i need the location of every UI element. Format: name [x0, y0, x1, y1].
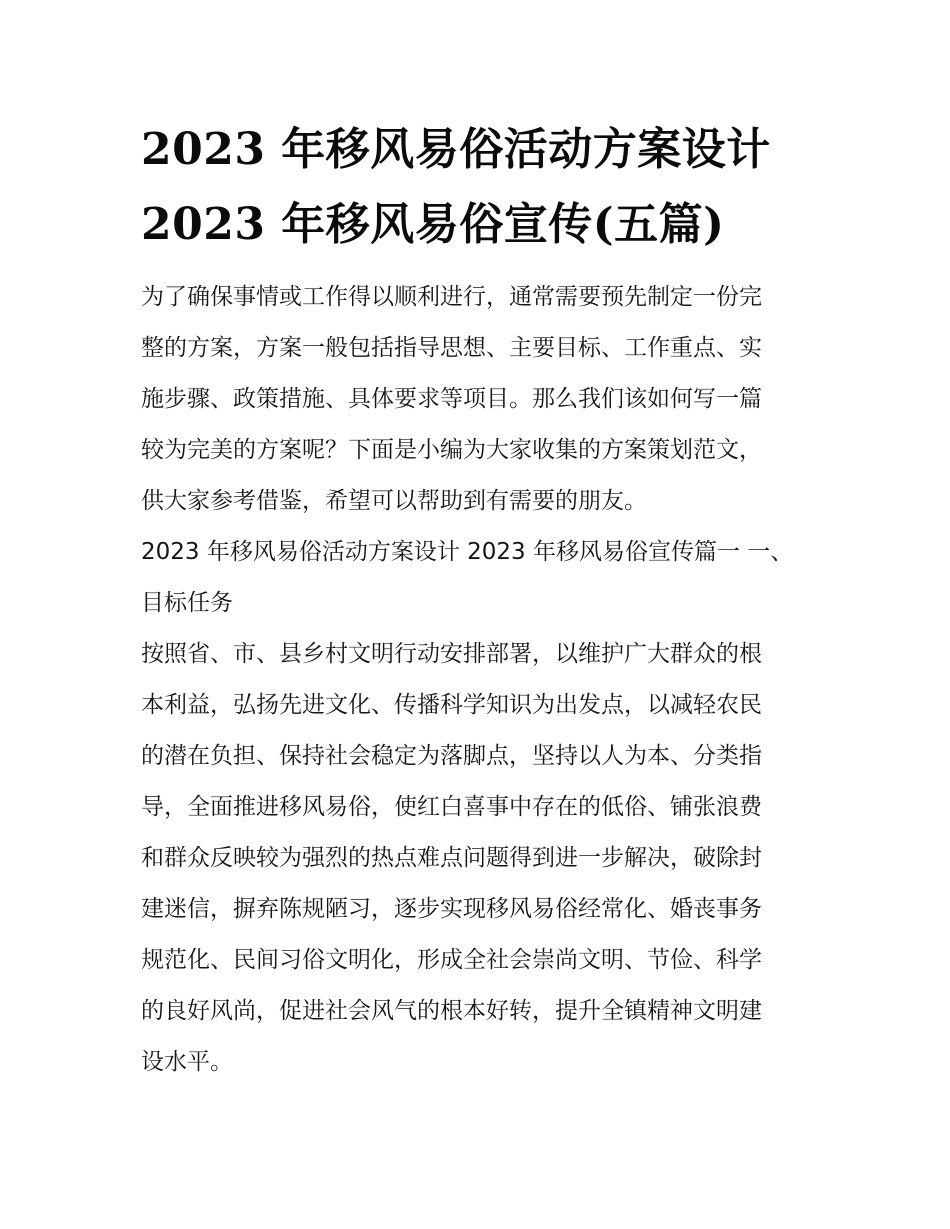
text-line: 的潜在负担、保持社会稳定为落脚点，坚持以人为本、分类指 [141, 743, 762, 769]
text-line: 为了确保事情或工作得以顺利进行，通常需要预先制定一份完 [141, 284, 762, 310]
text-line: 2023 年移风易俗活动方案设计 2023 年移风易俗宣传篇一 一、 [141, 539, 794, 565]
intro-paragraph [141, 272, 820, 527]
text-line: 设水平。 [141, 1049, 233, 1075]
text-line: 和群众反映较为强烈的热点难点问题得到进一步解决，破除封 [141, 845, 762, 871]
text-line: 的良好风尚，促进社会风气的根本好转，提升全镇精神文明建 [141, 998, 762, 1024]
document-body [141, 272, 820, 1088]
text-line: 整的方案，方案一般包括指导思想、主要目标、工作重点、实 [141, 335, 762, 361]
title-line-2: 2023 年移风易俗宣传(五篇) [141, 199, 725, 250]
text-line: 施步骤、政策措施、具体要求等项目。那么我们该如何写一篇 [141, 386, 762, 412]
text-line: 本利益，弘扬先进文化、传播科学知识为出发点，以减轻农民 [141, 692, 762, 718]
text-line: 按照省、市、县乡村文明行动安排部署，以维护广大群众的根 [141, 641, 762, 667]
title-line-1: 2023 年移风易俗活动方案设计 [141, 124, 771, 175]
text-line: 供大家参考借鉴，希望可以帮助到有需要的朋友。 [141, 488, 647, 514]
text-line: 建迷信，摒弃陈规陋习，逐步实现移风易俗经常化、婚丧事务 [141, 896, 762, 922]
text-line: 规范化、民间习俗文明化，形成全社会崇尚文明、节俭、科学 [141, 947, 762, 973]
document-title [141, 112, 820, 262]
section-heading-paragraph [141, 527, 820, 629]
text-line: 较为完美的方案呢？下面是小编为大家收集的方案策划范文， [141, 437, 762, 463]
text-line: 目标任务 [141, 590, 233, 616]
goals-paragraph [141, 629, 820, 1088]
text-line: 导，全面推进移风易俗，使红白喜事中存在的低俗、铺张浪费 [141, 794, 762, 820]
